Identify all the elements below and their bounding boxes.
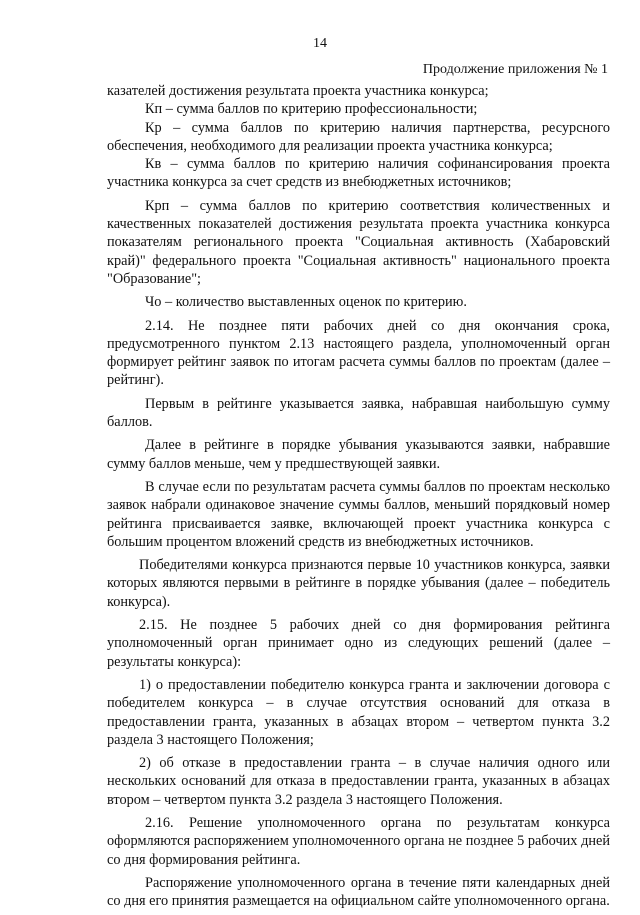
paragraph: Первым в рейтинге указывается заявка, набравшая наибольшую сумму баллов. xyxy=(107,395,610,431)
paragraph: 1) о предоставлении победителю конкурса гранта и заключении договора с победителем конкурса – в случае отсутствия оснований для отказа в предоставлении гранта, указанных в абзацах втором – четвертом пункта 3.2 раздела 3 настоящего Положения; xyxy=(107,676,610,748)
paragraph: Чо – количество выставленных оценок по критерию. xyxy=(145,294,467,311)
body-text xyxy=(107,82,610,915)
paragraph: Кп – сумма баллов по критерию профессиональности; xyxy=(145,101,478,118)
paragraph: В случае если по результатам расчета суммы баллов по проектам несколько заявок набрали одинаковое значение суммы баллов, меньший порядковый номер рейтинга присваивается заявке, включающей проект участника конкурса с большим процентом вложений средств из внебюджетных источников. xyxy=(107,478,610,550)
paragraph: Победителями конкурса признаются первые 10 участников конкурса, заявки которых являются первыми в рейтинге в порядке убывания (далее – победитель конкурса). xyxy=(107,557,610,610)
paragraph: 2.14. Не позднее пяти рабочих дней со дня окончания срока, предусмотренного пунктом 2.13 настоящего раздела, уполномоченный орган формирует рейтинг заявок по итогам расчета суммы баллов по проектам (далее – рейтинг). xyxy=(107,317,610,389)
paragraph: 2.16. Решение уполномоченного органа по результатам конкурса оформляются распоряжением уполномоченного органа не позднее 5 рабочих дней со дня формирования рейтинга. xyxy=(107,814,610,868)
paragraph: Кр – сумма баллов по критерию наличия партнерства, ресурсного обеспечения, необходимого для реализации проекта участника конкурса; xyxy=(107,119,610,154)
page-number: 14 xyxy=(313,36,327,51)
paragraph: 2) об отказе в предоставлении гранта – в случае наличия одного или нескольких оснований для отказа в предоставлении гранта, указанных в абзацах втором – четвертом пункта 3.2 раздела 3 настоящего Положения. xyxy=(107,755,610,808)
paragraph: Кв – сумма баллов по критерию наличия софинансирования проекта участника конкурса за счет средств из внебюджетных источников; xyxy=(107,156,610,191)
appendix-note: Продолжение приложения № 1 xyxy=(422,62,608,77)
paragraph: Распоряжение уполномоченного органа в течение пяти календарных дней со дня его принятия размещается на официальном сайте уполномоченного органа. xyxy=(107,874,610,910)
paragraph: 2.15. Не позднее 5 рабочих дней со дня формирования рейтинга уполномоченный орган принимает одно из следующих решений (далее – результаты конкурса): xyxy=(107,617,610,670)
paragraph: Крп – сумма баллов по критерию соответствия количественных и качественных показателей достижения результата проекта участника конкурса показателям регионального проекта "Социальная активность (Хабаровский край)" федерального проекта "Социальная активность" национального проекта "Образование"; xyxy=(107,197,610,287)
paragraph: Далее в рейтинге в порядке убывания указываются заявки, набравшие сумму баллов меньше, чем у предшествующей заявки. xyxy=(107,437,610,472)
paragraph: казателей достижения результата проекта участника конкурса; xyxy=(107,83,489,99)
